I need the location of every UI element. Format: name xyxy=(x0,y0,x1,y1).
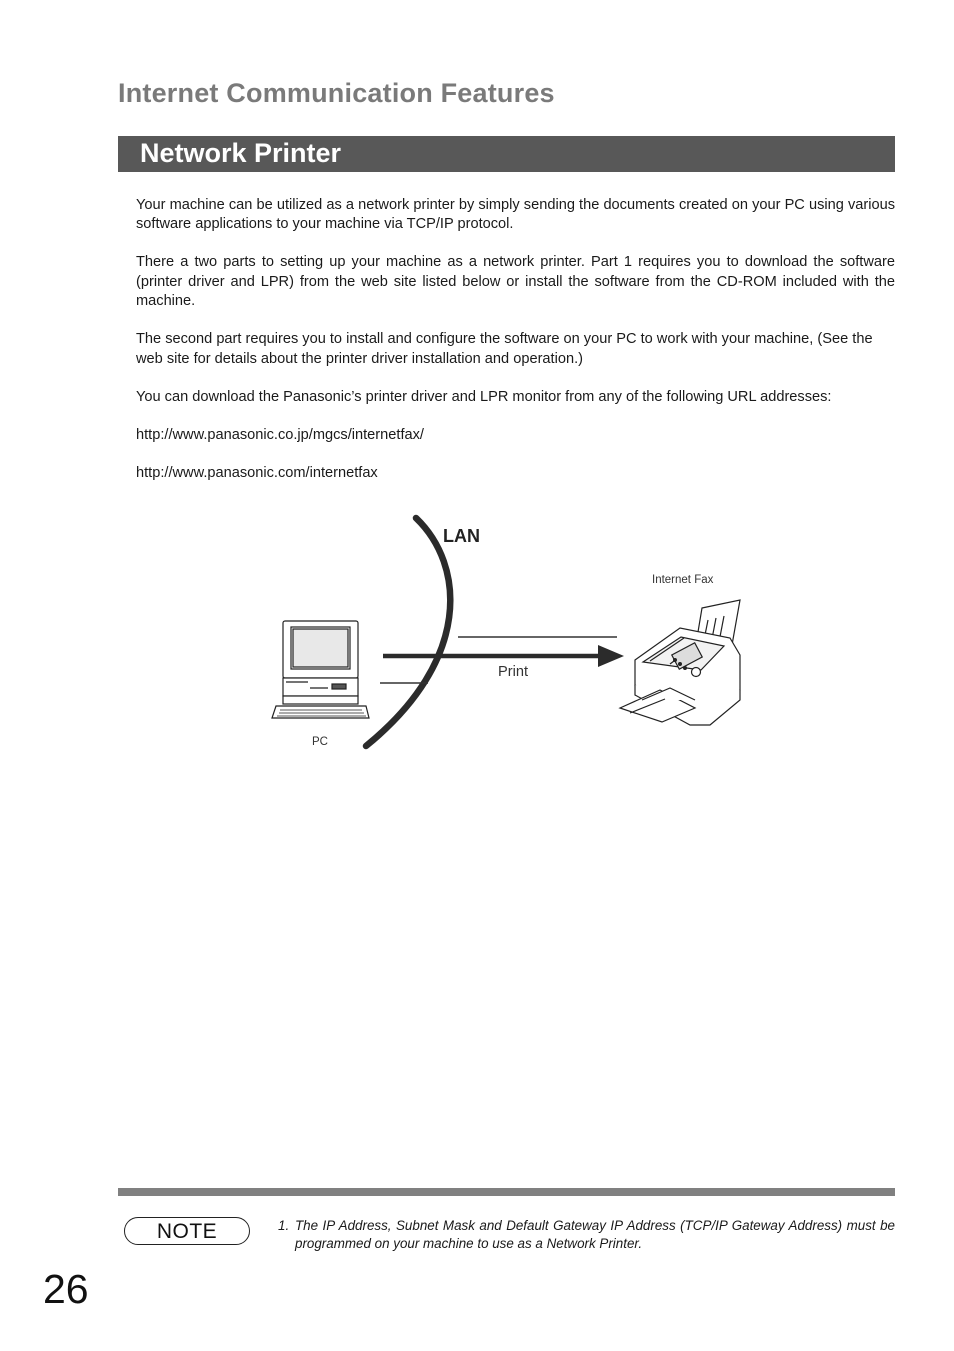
network-diagram xyxy=(250,510,770,770)
footer-rule xyxy=(118,1188,895,1196)
pc-label: PC xyxy=(312,736,328,748)
url-japan[interactable]: http://www.panasonic.co.jp/mgcs/internetfax/ xyxy=(136,426,424,443)
paragraph-intro: Your machine can be utilized as a network printer by simply sending the documents created on your PC using various software applications to your machine via TCP/IP protocol. xyxy=(136,197,895,233)
body-text xyxy=(136,196,895,502)
page-number: 26 xyxy=(43,1266,89,1312)
section-header-bar xyxy=(118,136,895,172)
paragraph-download: You can download the Panasonic’s printer driver and LPR monitor from any of the following URL addresses: xyxy=(136,388,832,405)
print-label: Print xyxy=(498,664,529,680)
section-title: Network Printer xyxy=(140,138,342,168)
note-badge: NOTE xyxy=(124,1217,250,1245)
lan-curve xyxy=(366,518,450,746)
lan-label: LAN xyxy=(443,526,480,546)
note-number: 1. xyxy=(278,1218,290,1233)
paragraph-setup-parts: There a two parts to setting up your machine as a network printer. Part 1 requires you to download the software (printer driver and LPR) from the web site listed below or install the software from the CD-ROM included with the machine. xyxy=(136,254,895,310)
note-body: The IP Address, Subnet Mask and Default Gateway IP Address (TCP/IP Gateway Address) must be programmed on your machine to use as a Network Printer. xyxy=(295,1218,895,1251)
note-text xyxy=(278,1217,895,1252)
url-global[interactable]: http://www.panasonic.com/internetfax xyxy=(136,464,378,481)
pc-icon xyxy=(272,621,369,718)
internet-fax-icon xyxy=(620,600,740,725)
paragraph-second-part: The second part requires you to install and configure the software on your PC to work with your machine, (See the web site for details about the printer driver installation and operation.) xyxy=(136,331,873,367)
internet-fax-label: Internet Fax xyxy=(652,574,714,586)
chapter-title: Internet Communication Features xyxy=(118,78,555,108)
network-diagram-drawing xyxy=(250,510,770,770)
